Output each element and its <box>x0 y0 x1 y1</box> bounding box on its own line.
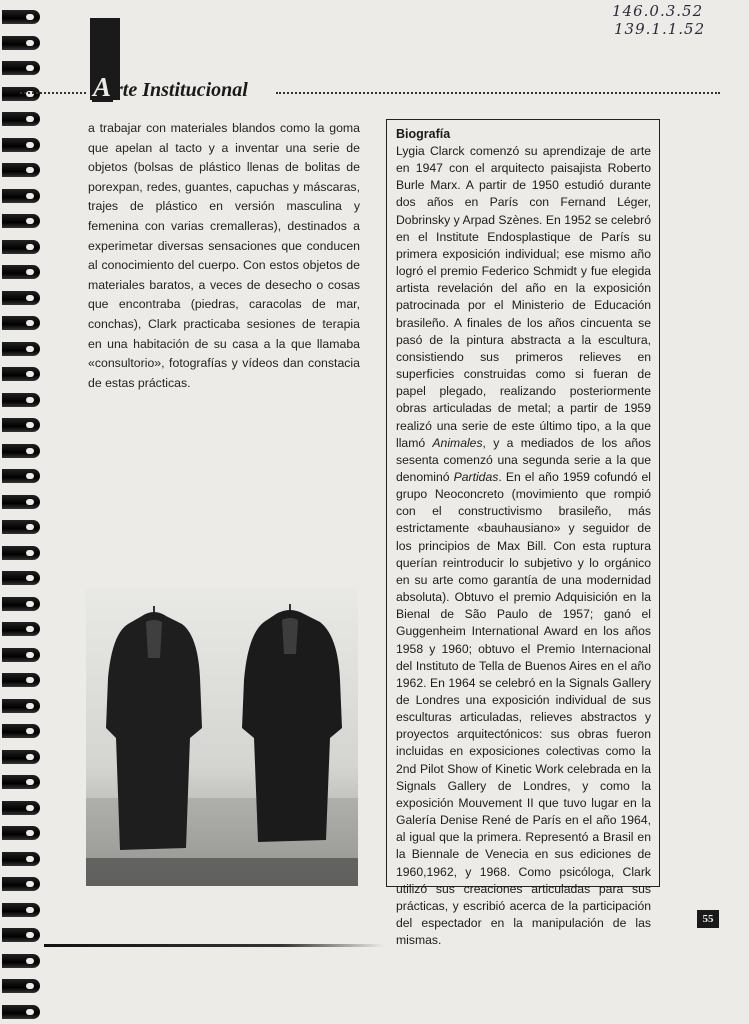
binding-ring <box>2 520 40 534</box>
section-title-rest: rte Institucional <box>115 79 248 101</box>
biography-work-title-animales: Animales <box>432 435 483 450</box>
artwork-photo <box>86 588 358 886</box>
binding-ring <box>2 163 40 177</box>
binding-ring <box>2 826 40 840</box>
binding-ring <box>2 10 40 24</box>
biography-box <box>386 119 660 948</box>
binding-ring <box>2 903 40 917</box>
binding-ring <box>2 801 40 815</box>
hanging-garments-illustration <box>86 588 358 886</box>
binding-ring <box>2 444 40 458</box>
binding-ring <box>2 954 40 968</box>
binding-ring <box>2 673 40 687</box>
binding-ring <box>2 61 40 75</box>
binding-ring <box>2 724 40 738</box>
binding-ring <box>2 877 40 891</box>
binding-ring <box>2 240 40 254</box>
biography-title: Biografía <box>396 127 451 141</box>
body-text-column: a trabajar con materiales blandos como la goma que apelan al tacto y a inventar una serie de objetos (bolsas de plástico llenas de bolitas de porexpan, redes, guantes, capuchas y máscaras, trajes de plástico en versión masculina y femenina con varias cremalleras), destinados a experimetar diversas sensaciones que conducen al conocimiento del cuerpo. Con estos objetos de materiales baratos, a veces de desecho o cosas que encontraba (piedras, caracolas de mar, conchas), Clark practicaba sesiones de terapia en una habitación de su casa a la que llamaba «consultorio», fotografías y vídeos dan constacia de estas prácticas. <box>88 121 360 390</box>
binding-ring <box>2 979 40 993</box>
binding-ring <box>2 342 40 356</box>
binding-ring <box>2 367 40 381</box>
binding-ring <box>2 648 40 662</box>
header-dotted-rule-left <box>20 92 86 96</box>
biography-text <box>396 143 651 949</box>
binding-ring <box>2 291 40 305</box>
section-title-capital: A <box>93 72 112 102</box>
binding-ring <box>2 393 40 407</box>
handwritten-line-1: 146.0.3.52 <box>612 2 704 20</box>
binding-ring <box>2 265 40 279</box>
biography-text-part-2: , y a mediados de los años sesenta comenzó una segunda serie a la que denominó <box>396 435 651 484</box>
biography-text-part-3: . En el año 1959 cofundó el grupo Neoconcreto (movimiento que rompió con el constructivismo brasileño, más estrictamente «bauhausiano» y seguidor de los principios de Max Bill. Con esta ruptura querían reintroducir lo subjetivo y lo orgánico en su arte como garantía de una modernidad absoluta). Obtuvo el premio Adquisición en la Bienal de São Paulo de 1957; ganó el Guggenheim International Award en los años 1958 y 1960; obtuvo el Premio Internacional del Instituto de Tella de Buenos Aires en el año 1962. En 1964 se celebró en la Signals Gallery de Londres una exposición individual de sus esculturas articuladas, relieves abstractos y proyectos arquitectónicos: sus obras fueron incluidas en exposiciones colectivas como la 2nd Pilot Show of Kinetic Work celebrada en la Signals Gallery de Londres, y como la exposición Mouvement II que tuvo lugar en la Galería Denise René de París en el año 1964, al igual que la primera. Representó a Brasil en la Biennale de Venecia en sus ediciones de 1960,1962, y 1968. Como psicóloga, Clark utilizó sus creaciones articuladas para sus prácticas, y escribió acerca de la participación del espectador en la manipulación de las mismas. <box>396 469 651 948</box>
handwritten-catalogue-number <box>612 2 742 38</box>
binding-ring <box>2 214 40 228</box>
binding-ring <box>2 36 40 50</box>
binding-ring <box>2 571 40 585</box>
binding-ring <box>2 928 40 942</box>
binding-ring <box>2 138 40 152</box>
binding-ring <box>2 622 40 636</box>
binding-ring <box>2 1005 40 1019</box>
binding-ring <box>2 852 40 866</box>
footer-rule <box>44 944 384 947</box>
header-dotted-rule-right <box>276 92 720 96</box>
biography-text-part-1: Lygia Clarck comenzó su aprendizaje de arte en 1947 con el arquitecto paisajista Roberto Burle Marx. A partir de 1950 estudió durante dos años en París con Fernand Léger, Dobrinsky y Arpad Szènes. En 1952 se celebró en el Institute Endosplastique de París su primera exposición individual; ese mismo año logró el premio Federico Schmidt y fue elegida artista revelación del año en la exposición patrocinada por el Ministerio de Educación brasileño. A finales de los años cincuenta se pasó de la pintura abstracta a la escultura, consistiendo sus primeros relieves en superficies construidas como si fueran de papel plegado, realizando posteriormente obras articuladas de metal; a partir de 1959 realizó una serie de este último tipo, a la que llamó <box>396 144 651 450</box>
binding-ring <box>2 597 40 611</box>
binding-ring <box>2 546 40 560</box>
biography-work-title-partidas: Partidas <box>453 469 499 484</box>
binding-ring <box>2 316 40 330</box>
binding-ring <box>2 189 40 203</box>
binding-ring <box>2 750 40 764</box>
handwritten-line-2: 139.1.1.52 <box>614 20 706 38</box>
section-title <box>92 72 248 104</box>
binding-ring <box>2 699 40 713</box>
binding-ring <box>2 112 40 126</box>
binding-ring <box>2 775 40 789</box>
spiral-binding <box>0 0 44 1024</box>
page-number: 55 <box>697 910 719 928</box>
binding-ring <box>2 418 40 432</box>
binding-ring <box>2 495 40 509</box>
binding-ring <box>2 469 40 483</box>
